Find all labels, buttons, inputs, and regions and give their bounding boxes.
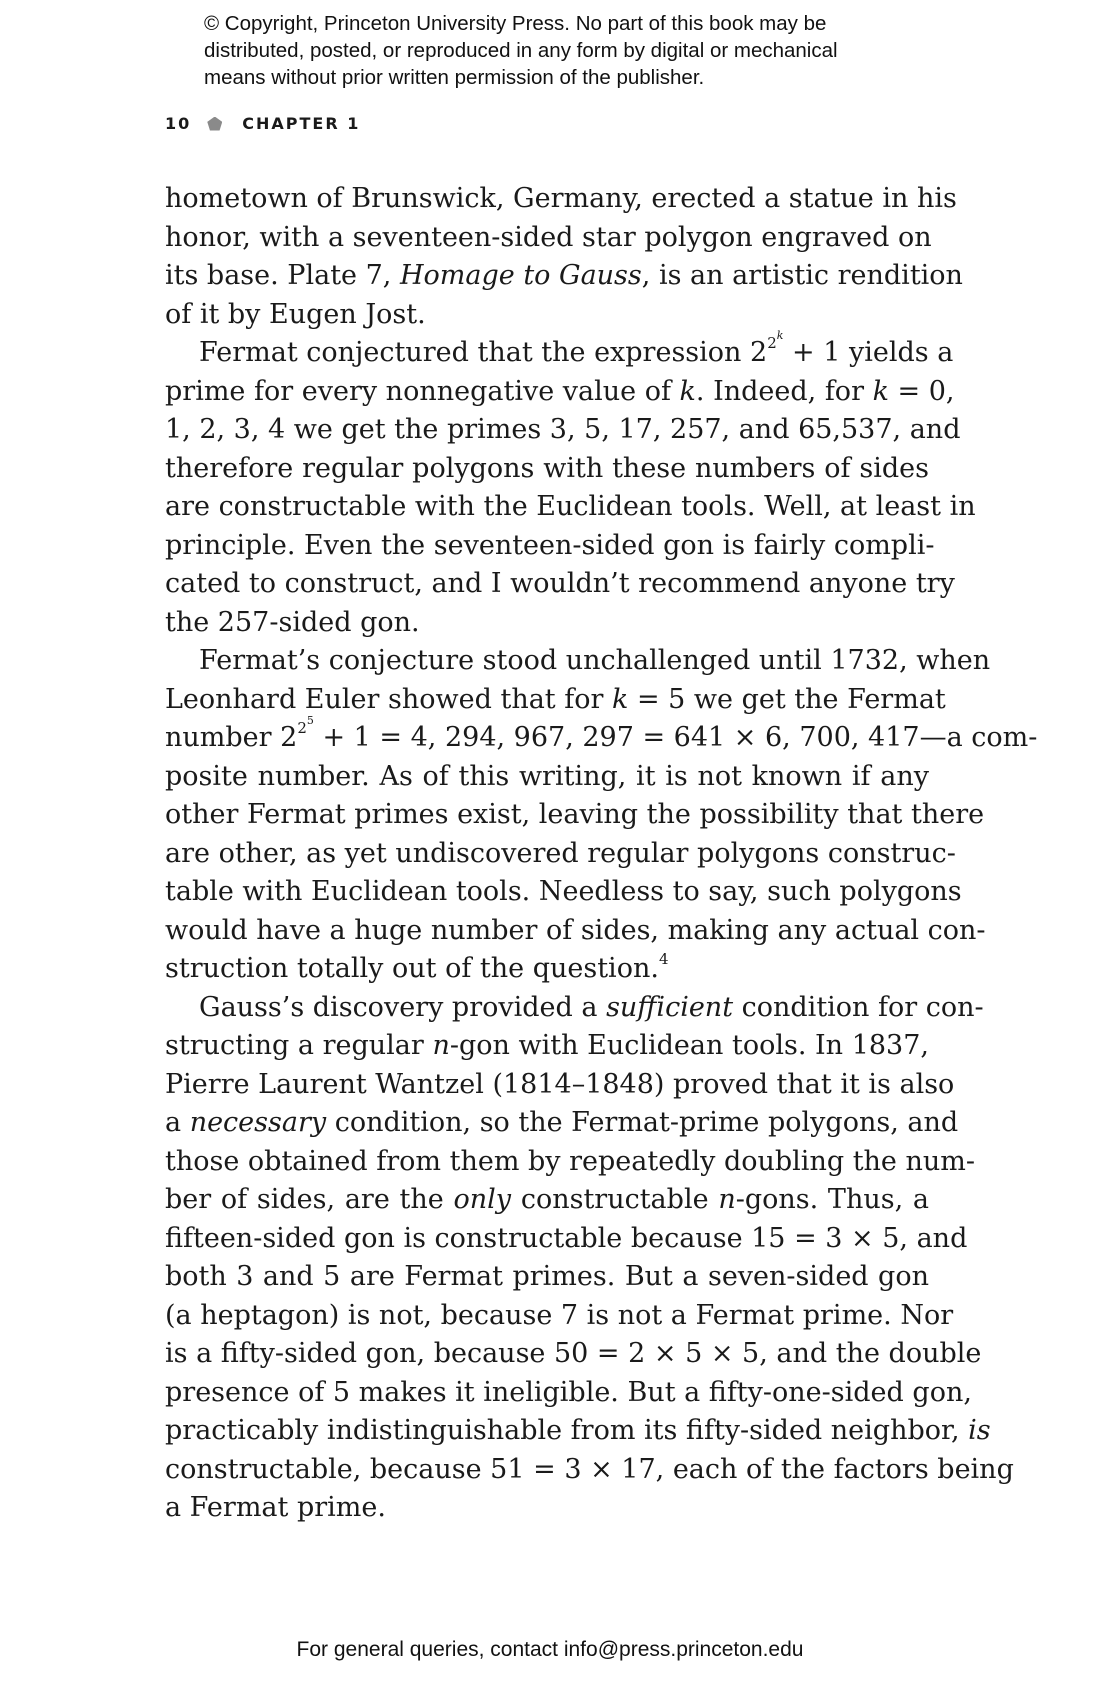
text-line: a necessary condition, so the Fermat-prime polygons, and <box>165 1107 959 1138</box>
text-line: Fermat’s conjecture stood unchallenged until 1732, when <box>199 645 991 676</box>
text-line: both 3 and 5 are Fermat primes. But a seven-sided gon <box>165 1261 929 1292</box>
copyright-line: distributed, posted, or reproduced in any form by digital or mechanical <box>204 39 838 62</box>
copyright-notice <box>204 10 984 91</box>
text-line: therefore regular polygons with these numbers of sides <box>165 452 929 484</box>
paragraph <box>165 642 1038 989</box>
text-line: posite number. As of this writing, it is not known if any <box>165 760 929 792</box>
running-head <box>165 114 360 133</box>
text-line: constructable, because 51 = 3 × 17, each of the factors being <box>165 1453 1014 1485</box>
text-line: are constructable with the Euclidean tools. Well, at least in <box>165 491 976 522</box>
text-line: are other, as yet undiscovered regular polygons construc- <box>165 837 956 869</box>
text-line: Leonhard Euler showed that for k = 5 we get the Fermat <box>165 683 946 715</box>
text-line: would have a huge number of sides, making any actual con- <box>165 914 986 946</box>
chapter-label: CHAPTER 1 <box>242 114 361 133</box>
paragraph <box>165 989 1014 1528</box>
page-number: 10 <box>165 114 192 133</box>
text-line: number $2^{2^5} + 1 = 4$, 294, 967, 297 = 641 × 6, 700, 417—a com- <box>165 714 1038 753</box>
text-line: Fermat conjectured that the expression $2^{2^k} + 1$ yields a <box>199 329 954 368</box>
text-line: principle. Even the seventeen-sided gon is fairly compli- <box>165 529 935 561</box>
text-line: those obtained from them by repeatedly doubling the num- <box>165 1145 975 1177</box>
paragraph <box>165 329 976 642</box>
text-line: struction totally out of the question.$^4$ <box>165 950 669 984</box>
text-line: table with Euclidean tools. Needless to say, such polygons <box>165 876 962 907</box>
text-line: honor, with a seventeen-sided star polygon engraved on <box>165 221 932 253</box>
footer-contact: For general queries, contact info@press.princeton.edu <box>296 1638 804 1661</box>
text-line: presence of 5 makes it ineligible. But a fifty-one-sided gon, <box>165 1376 972 1408</box>
text-line: practicably indistinguishable from its fifty-sided neighbor, is <box>165 1415 991 1446</box>
copyright-line: means without prior written permission of the publisher. <box>204 66 705 89</box>
text-line: fifteen-sided gon is constructable because 15 = 3 × 5, and <box>165 1222 968 1254</box>
text-line: cated to construct, and I wouldn’t recommend anyone try <box>165 568 955 599</box>
text-line: ber of sides, are the only constructable n-gons. Thus, a <box>165 1184 930 1215</box>
text-line: hometown of Brunswick, Germany, erected a statue in his <box>165 183 957 214</box>
text-line: structing a regular n-gon with Euclidean tools. In 1837, <box>165 1030 929 1061</box>
text-line: prime for every nonnegative value of k. Indeed, for k = 0, <box>165 375 955 407</box>
text-line: 1, 2, 3, 4 we get the primes 3, 5, 17, 257, and 65,537, and <box>165 414 961 445</box>
text-line: the 257-sided gon. <box>165 606 420 638</box>
text-line: (a heptagon) is not, because 7 is not a Fermat prime. Nor <box>165 1299 954 1331</box>
paragraph <box>165 180 963 334</box>
text-line: is a fifty-sided gon, because 50 = 2 × 5 × 5, and the double <box>165 1338 982 1369</box>
body-text <box>165 180 1038 1528</box>
text-line: Pierre Laurent Wantzel (1814–1848) proved that it is also <box>165 1068 955 1100</box>
pentagon-icon <box>207 117 222 131</box>
text-line: other Fermat primes exist, leaving the possibility that there <box>165 799 985 830</box>
copyright-line: © Copyright, Princeton University Press. No part of this book may be <box>204 12 827 35</box>
text-line: a Fermat prime. <box>165 1492 386 1523</box>
text-line: its base. Plate 7, Homage to Gauss, is an artistic rendition <box>165 260 963 291</box>
text-line: Gauss’s discovery provided a sufficient condition for con- <box>199 991 984 1023</box>
text-line: of it by Eugen Jost. <box>165 298 426 330</box>
